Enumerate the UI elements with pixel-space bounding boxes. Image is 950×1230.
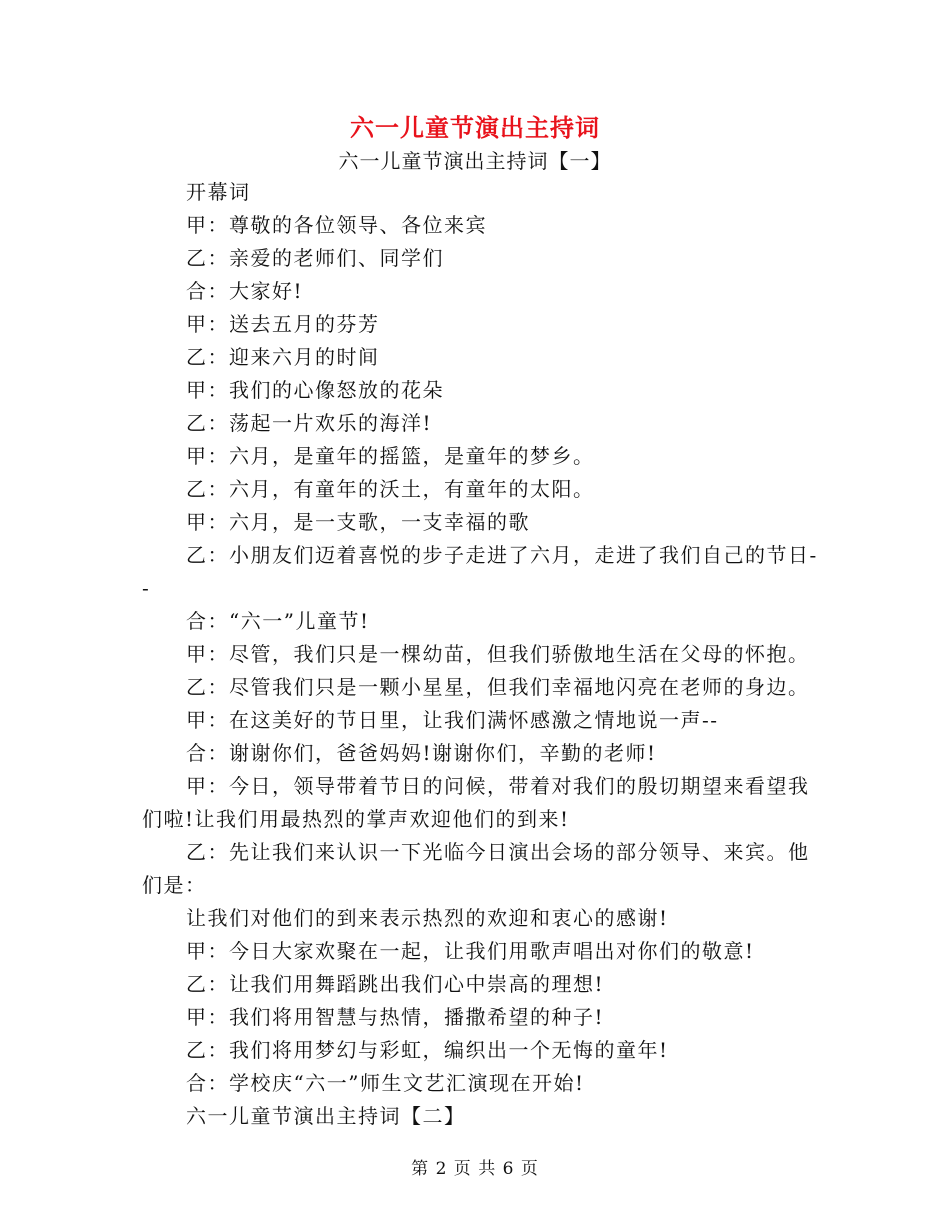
paragraph: 合：学校庆“六一”师生文艺汇演现在开始! [186, 1071, 585, 1095]
paragraph: 让我们对他们的到来表示热烈的欢迎和衷心的感谢! [186, 906, 669, 930]
paragraph: 甲：我们将用智慧与热情，播撒希望的种子! [186, 1005, 605, 1029]
paragraph: 甲：我们的心像怒放的花朵 [186, 378, 444, 402]
paragraph: 甲：六月，是一支歌，一支幸福的歌 [186, 510, 530, 534]
paragraph: 开幕词 [186, 180, 251, 204]
paragraph: 乙：六月，有童年的沃土，有童年的太阳。 [186, 477, 595, 501]
paragraph: 合：大家好! [186, 279, 304, 303]
paragraph: 甲：在这美好的节日里，让我们满怀感激之情地说一声-- [186, 708, 719, 732]
paragraph: 甲：尊敬的各位领导、各位来宾 [186, 213, 487, 237]
paragraph: 乙：小朋友们迈着喜悦的步子走进了六月，走进了我们自己的节日-- [142, 543, 818, 600]
paragraph: 乙：尽管我们只是一颗小星星，但我们幸福地闪亮在老师的身边。 [186, 675, 810, 699]
paragraph: 乙：荡起一片欢乐的海洋! [186, 411, 433, 435]
document-title: 六一儿童节演出主持词 [350, 114, 600, 142]
paragraph: 合：谢谢你们，爸爸妈妈!谢谢你们，辛勤的老师! [186, 741, 657, 765]
paragraph: 六一儿童节演出主持词【二】 [186, 1104, 466, 1128]
paragraph: 甲：今日，领导带着节日的问候，带着对我们的殷切期望来看望我们啦!让我们用最热烈的掌声欢迎他们的到来! [142, 774, 810, 831]
paragraph: 甲：今日大家欢聚在一起，让我们用歌声唱出对你们的敬意! [186, 939, 755, 963]
section-heading: 六一儿童节演出主持词【一】 [338, 149, 612, 173]
paragraph: 乙：亲爱的老师们、同学们 [186, 246, 444, 270]
paragraph: 乙：先让我们来认识一下光临今日演出会场的部分领导、来宾。他们是： [142, 840, 810, 897]
paragraph: 甲：尽管，我们只是一棵幼苗，但我们骄傲地生活在父母的怀抱。 [186, 642, 810, 666]
paragraph: 甲：六月，是童年的摇篮，是童年的梦乡。 [186, 444, 595, 468]
paragraph: 乙：让我们用舞蹈跳出我们心中崇高的理想! [186, 972, 605, 996]
paragraph: 合：“六一”儿童节! [186, 609, 370, 633]
paragraph: 乙：我们将用梦幻与彩虹，编织出一个无悔的童年! [186, 1038, 669, 1062]
document-body [142, 176, 822, 1133]
page-footer: 第 2 页 共 6 页 [411, 1159, 539, 1179]
paragraph: 甲：送去五月的芬芳 [186, 312, 380, 336]
paragraph: 乙：迎来六月的时间 [186, 345, 380, 369]
